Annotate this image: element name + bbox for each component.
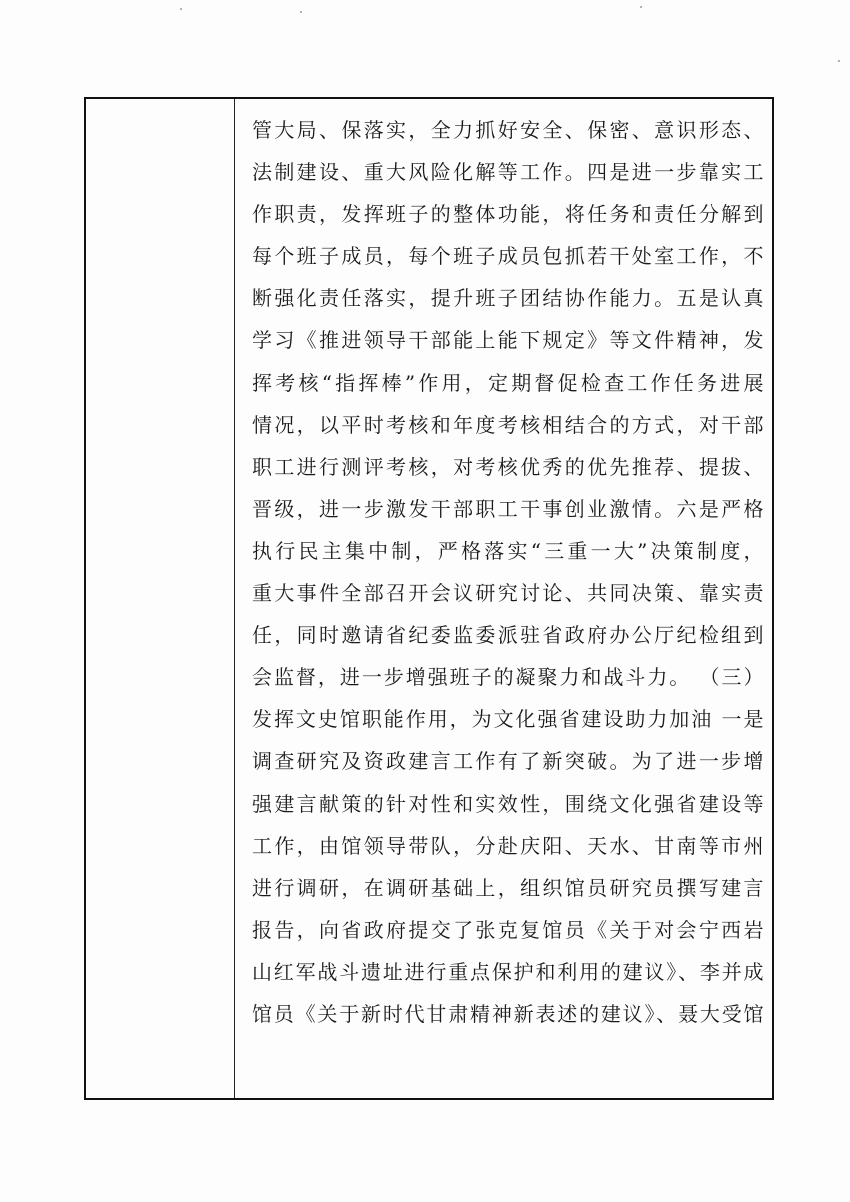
text-line: 工作，由馆领导带队，分赴庆阳、天水、甘南等市州 bbox=[252, 833, 764, 858]
text-line: 晋级，进一步激发干部职工干事创业激情。六是严格 bbox=[252, 496, 764, 521]
text-line: 山红军战斗遗址进行重点保护和利用的建议》、李并成 bbox=[252, 959, 764, 984]
text-line: 学习《推进领导干部能上能下规定》等文件精神，发 bbox=[252, 328, 764, 353]
text-line: 发挥文史馆职能作用，为文化强省建设助力加油 一是 bbox=[252, 707, 764, 732]
text-line: 调查研究及资政建言工作有了新突破。为了进一步增 bbox=[252, 749, 764, 774]
text-line: 情况，以平时考核和年度考核相结合的方式，对干部 bbox=[252, 412, 764, 437]
table-label-column bbox=[86, 99, 235, 1098]
text-line: 每个班子成员，每个班子成员包抓若干处室工作，不 bbox=[252, 244, 764, 269]
text-line: 进行调研，在调研基础上，组织馆员研究员撰写建言 bbox=[252, 875, 764, 900]
scan-speck bbox=[838, 60, 840, 62]
text-line: 馆员《关于新时代甘肃精神新表述的建议》、聂大受馆 bbox=[252, 1001, 764, 1026]
scan-speck bbox=[640, 6, 642, 8]
table-content-column bbox=[235, 99, 774, 1098]
text-line: 执行民主集中制，严格落实“三重一大”决策制度， bbox=[252, 538, 764, 563]
form-table bbox=[84, 97, 774, 1100]
text-line: 法制建设、重大风险化解等工作。四是进一步靠实工 bbox=[252, 160, 764, 185]
text-line: 管大局、保落实，全力抓好安全、保密、意识形态、 bbox=[252, 118, 764, 142]
text-line: 作职责，发挥班子的整体功能，将任务和责任分解到 bbox=[252, 202, 764, 227]
text-line: 会监督，进一步增强班子的凝聚力和战斗力。 （三） bbox=[252, 665, 764, 690]
text-line: 职工进行测评考核，对考核优秀的优先推荐、提拔、 bbox=[252, 454, 764, 479]
text-line: 报告，向省政府提交了张克复馆员《关于对会宁西岩 bbox=[252, 917, 764, 942]
scan-speck bbox=[300, 11, 302, 13]
text-line: 强建言献策的针对性和实效性，围绕文化强省建设等 bbox=[252, 791, 764, 816]
text-line: 挥考核“指挥棒”作用，定期督促检查工作任务进展 bbox=[252, 370, 764, 395]
scan-speck bbox=[180, 8, 182, 10]
text-line: 重大事件全部召开会议研究讨论、共同决策、靠实责 bbox=[252, 581, 764, 606]
text-line: 断强化责任落实，提升班子团结协作能力。五是认真 bbox=[252, 286, 764, 311]
text-line: 任，同时邀请省纪委监委派驻省政府办公厅纪检组到 bbox=[252, 623, 764, 648]
